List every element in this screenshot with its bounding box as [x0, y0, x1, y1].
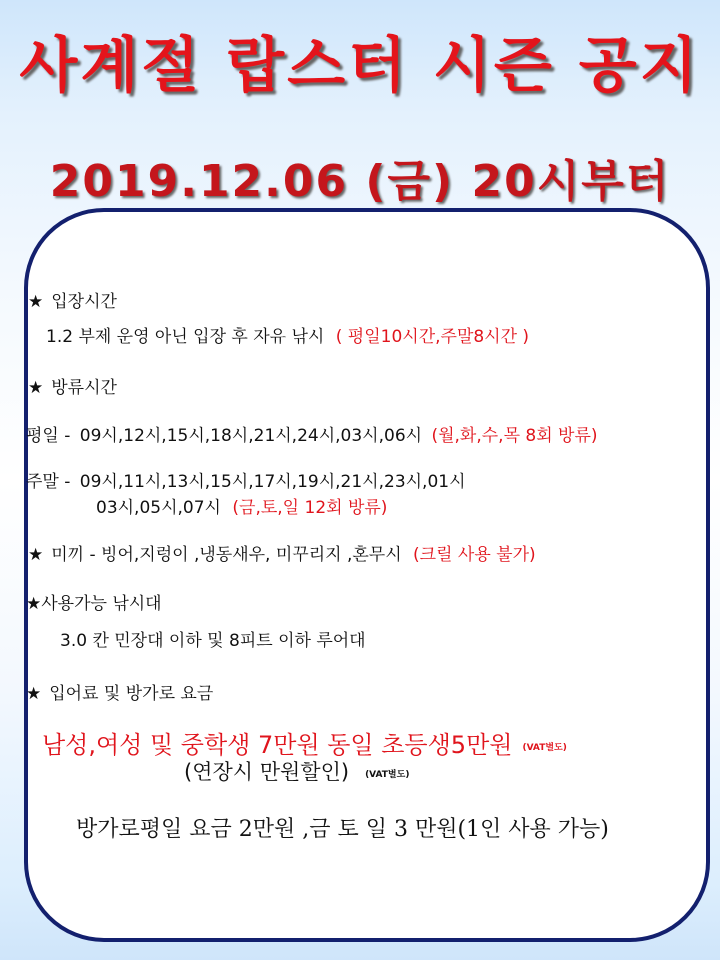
- rods-text: 3.0 칸 민장대 이하 및 8피트 이하 루어대: [60, 631, 366, 651]
- fees-extension: [184, 756, 409, 786]
- entry-heading-label: 입장시간: [51, 292, 117, 312]
- fees-heading: [26, 679, 213, 704]
- rods-heading: [26, 589, 162, 614]
- bait-line: [28, 540, 536, 565]
- star-icon: ★: [28, 545, 44, 565]
- release-weekday-label: 평일 -: [26, 426, 71, 446]
- season-start-date: 2019.12.06 (금) 20시부터: [49, 156, 671, 207]
- star-icon: ★: [28, 292, 44, 312]
- release-weekend-times-1: 09시,11시,13시,15시,17시,19시,21시,23시,01시: [79, 472, 466, 492]
- fees-main-text: 남성,여성 및 중학생 7만원 동일 초등생5만원: [42, 731, 513, 759]
- release-weekend-cont: [96, 493, 387, 518]
- entry-hours-note: ( 평일10시간,주말8시간 ): [335, 327, 530, 347]
- rods-heading-label: 사용가능 낚시대: [41, 594, 162, 614]
- release-weekday: [26, 421, 598, 446]
- fees-extension-vat: (VAT별도): [365, 769, 410, 780]
- star-icon: ★: [28, 378, 44, 398]
- release-heading-label: 방류시간: [51, 378, 117, 398]
- star-icon: ★: [26, 684, 42, 704]
- release-weekend-label: 주말 -: [26, 472, 71, 492]
- release-weekend-note: (금,토,일 12회 방류): [232, 498, 388, 518]
- fees-main: [42, 725, 567, 760]
- fees-main-vat: (VAT별도): [522, 742, 567, 753]
- release-heading: [28, 373, 117, 398]
- fees-bungalow: 방가로평일 요금 2만원 ,금 토 일 3 만원(1인 사용 가능): [76, 817, 609, 842]
- fees-heading-label: 입어료 및 방가로 요금: [49, 684, 214, 704]
- star-icon: ★: [26, 594, 42, 614]
- release-weekday-times: 09시,12시,15시,18시,21시,24시,03시,06시: [79, 426, 423, 446]
- bait-text: 미끼 - 빙어,지렁이 ,냉동새우, 미꾸리지 ,혼무시: [51, 545, 402, 565]
- fees-extension-text: (연장시 만원할인): [184, 760, 350, 784]
- entry-text: [46, 322, 529, 347]
- bait-note: (크릴 사용 불가): [413, 545, 536, 565]
- release-weekend: [26, 467, 466, 492]
- release-weekday-note: (월,화,수,목 8회 방류): [431, 426, 598, 446]
- page-title: 사계절 랍스터 시즌 공지: [19, 31, 701, 101]
- release-weekend-times-2: 03시,05시,07시: [96, 498, 221, 518]
- entry-heading: [28, 287, 117, 312]
- entry-rule: 1.2 부제 운영 아닌 입장 후 자유 낚시: [46, 327, 325, 347]
